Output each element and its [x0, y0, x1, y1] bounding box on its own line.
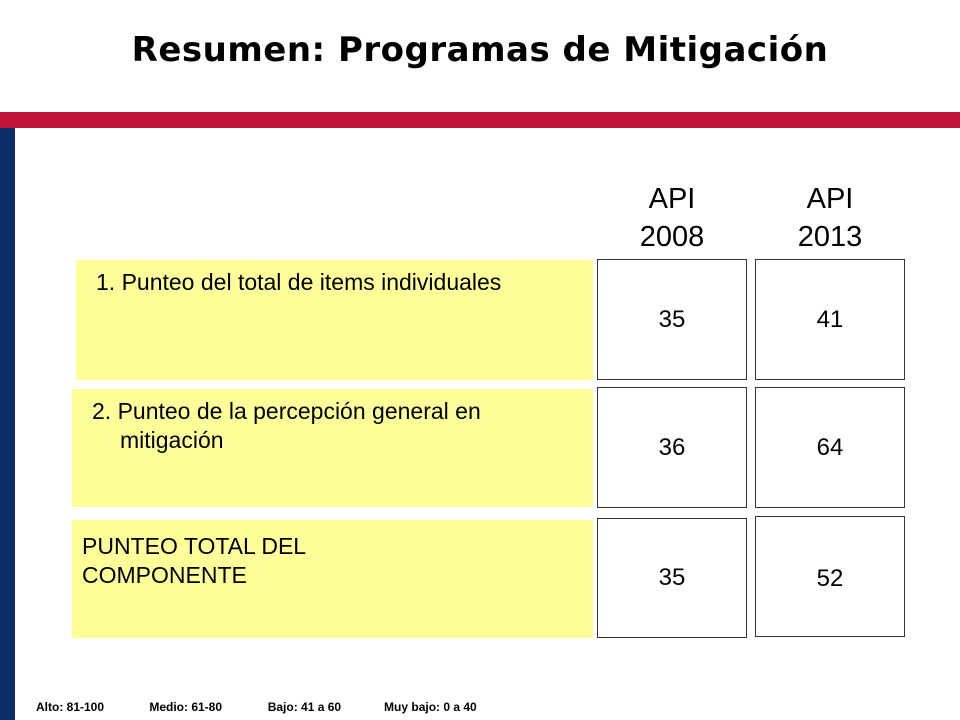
- row-label-box: [76, 260, 593, 380]
- legend-high: Alto: 81-100: [36, 700, 105, 714]
- column-header-2008-line2: 2008: [639, 221, 705, 253]
- value-text: 41: [816, 305, 844, 333]
- row-label-individual-items: 1. Punteo del total de items individuales: [96, 269, 502, 295]
- value-text: 36: [658, 433, 686, 461]
- title-divider-bar: [0, 112, 960, 128]
- value-cell-2013: [755, 259, 905, 380]
- row-label-general-perception: 2. Punteo de la percepción general en mitigación: [92, 398, 481, 453]
- value-text: 35: [658, 564, 686, 591]
- row-label-component-total: PUNTEO TOTAL DEL COMPONENTE: [82, 533, 306, 588]
- score-legend: [36, 700, 477, 714]
- column-header-2008: [597, 180, 747, 256]
- value-text: 52: [816, 565, 844, 592]
- row-label-box: [72, 520, 593, 638]
- value-cell-2013: [755, 387, 905, 508]
- side-accent-bar: [0, 128, 15, 720]
- value-text: 64: [816, 433, 844, 461]
- row-label-box: [72, 389, 593, 507]
- column-header-2008-line1: API: [648, 183, 696, 215]
- value-cell-2008: [597, 518, 747, 638]
- value-cell-2008: [597, 387, 747, 508]
- column-header-2013: [755, 180, 905, 256]
- column-header-2013-line1: API: [806, 183, 854, 215]
- value-cell-2008: [597, 259, 747, 380]
- legend-low: Bajo: 41 a 60: [267, 700, 342, 714]
- page-title: Resumen: Programas de Mitigación: [131, 30, 829, 70]
- value-text: 35: [658, 305, 686, 333]
- legend-medium: Medio: 61-80: [149, 700, 223, 714]
- legend-very-low: Muy bajo: 0 a 40: [384, 700, 477, 714]
- value-cell-2013: [755, 516, 905, 637]
- column-header-2013-line2: 2013: [797, 221, 863, 253]
